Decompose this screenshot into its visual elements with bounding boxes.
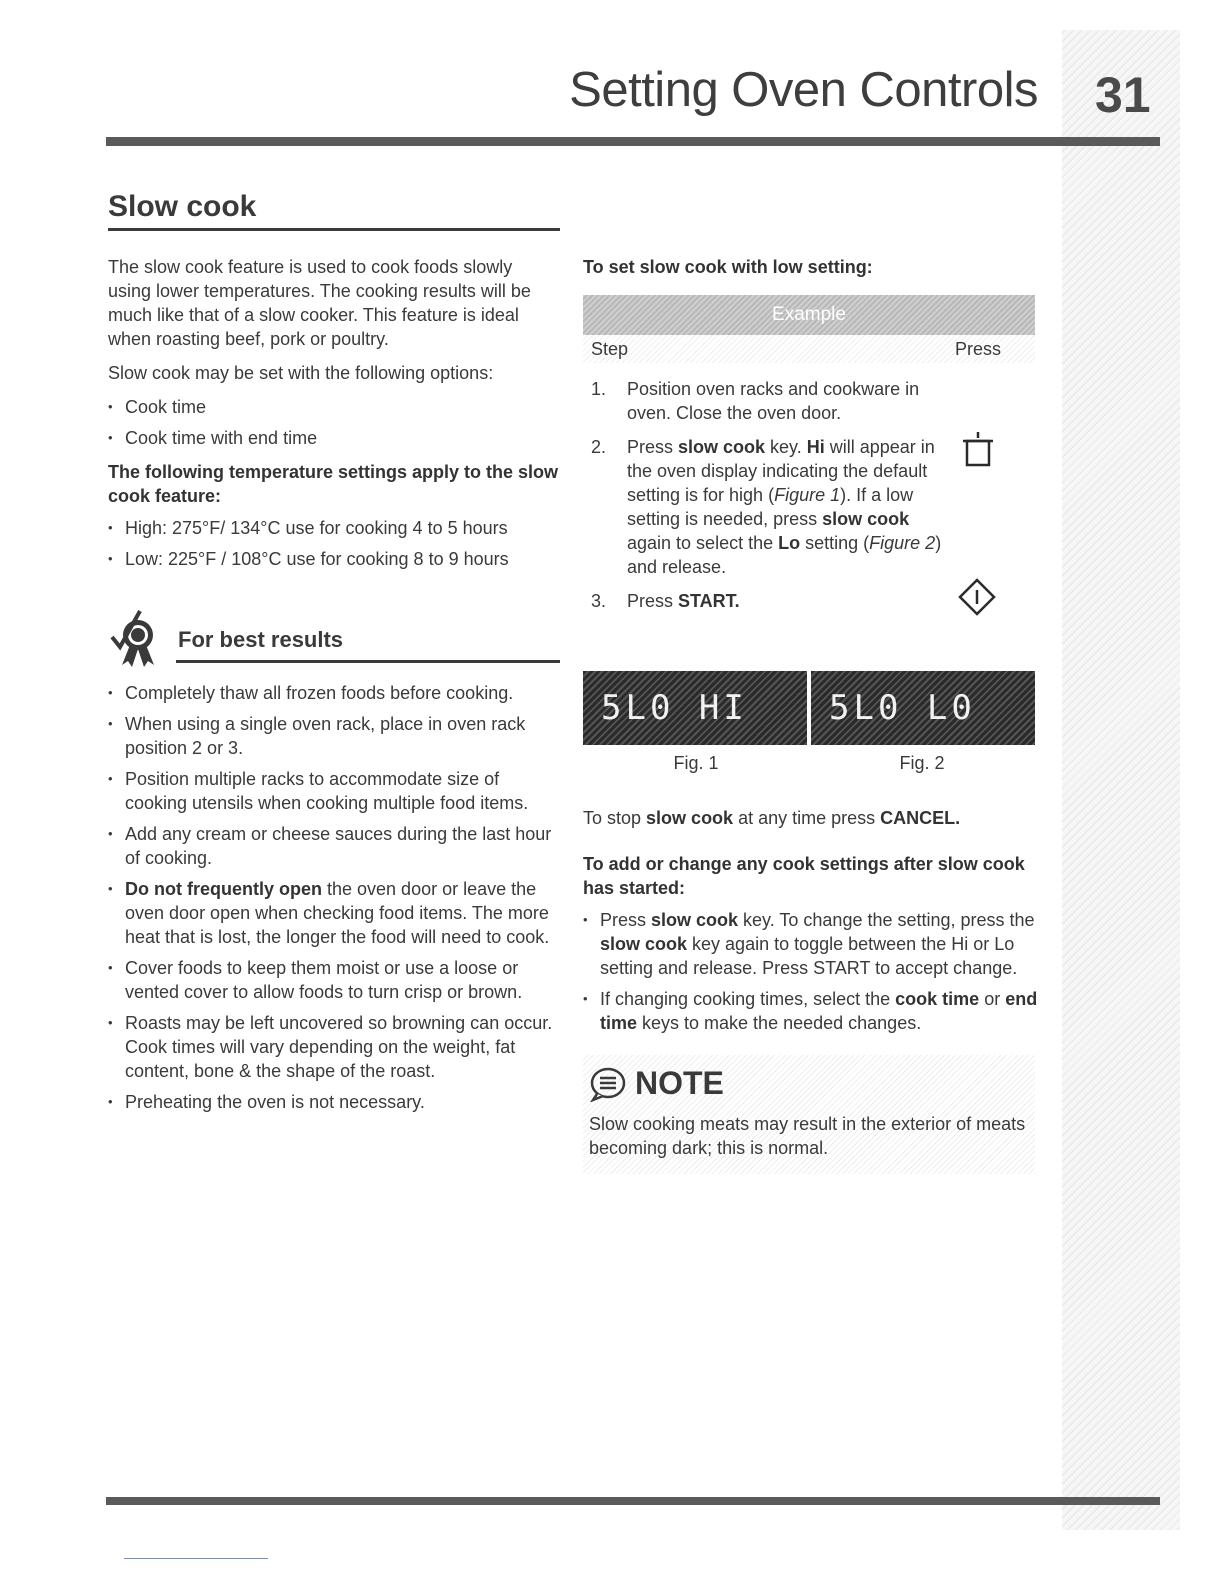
step-text: Press slow cook key. Hi will appear in the oven display indicating the default setting is for high (Figure 1). If a low setting is needed, press slow cook again to select the Lo setting (Figure 2) and release. [627, 437, 942, 577]
stop-instruction: To stop slow cook at any time press CANCEL. [583, 808, 961, 828]
options-list [108, 395, 560, 450]
temperature-heading: The following temperature settings apply to the slow cook feature: [108, 462, 559, 506]
temperature-list [108, 516, 560, 571]
fig-1-caption: Fig. 1 [673, 753, 719, 773]
step-number: 1. [591, 379, 607, 399]
figure-captions [583, 753, 1035, 774]
footer-rule [106, 1497, 1160, 1505]
step-1 [583, 377, 1038, 425]
list-item: • Cook time with end time [108, 426, 560, 450]
step-label: Step [591, 339, 629, 359]
award-ribbon-icon [110, 607, 166, 667]
note-box [583, 1055, 1035, 1174]
step-3 [583, 589, 1038, 613]
low-setting-heading: To set slow cook with low setting: [583, 257, 873, 277]
best-results-header [108, 605, 560, 667]
oven-display-hi: 5L0 HI [583, 671, 807, 745]
list-item: • Press slow cook key. To change the setting, press the slow cook key again to toggle between the Hi or Lo setting and release. Press START to accept change. [583, 908, 1038, 980]
change-settings-list [583, 908, 1038, 1035]
best-results-rule [176, 660, 560, 663]
step-text: Press START. [627, 591, 740, 611]
page-title: Setting Oven Controls [569, 63, 1038, 117]
section-title: Slow cook [108, 190, 560, 231]
list-item: • When using a single oven rack, place in oven rack position 2 or 3. [108, 712, 560, 760]
list-item: • High: 275°F/ 134°C use for cooking 4 to 5 hours [108, 516, 560, 540]
list-item: • If changing cooking times, select the cook time or end time keys to make the needed changes. [583, 987, 1038, 1035]
step-2 [583, 435, 1038, 579]
start-key-icon [957, 577, 997, 617]
step-press-header [583, 335, 1035, 363]
list-item [108, 877, 560, 949]
step-text: Position oven racks and cookware in oven. Close the oven door. [627, 379, 920, 423]
oven-display-lo: 5L0 L0 [811, 671, 1035, 745]
list-item: • Preheating the oven is not necessary. [108, 1090, 560, 1114]
list-item: • Roasts may be left uncovered so browning can occur. Cook times will vary depending on the weight, fat content, bone & the shape of the roast. [108, 1011, 560, 1083]
options-intro: Slow cook may be set with the following options: [108, 363, 494, 383]
fig-2-caption: Fig. 2 [899, 753, 945, 773]
note-icon [589, 1066, 627, 1102]
footer-link-line [124, 1558, 268, 1559]
example-bar: Example [583, 295, 1035, 335]
list-item: • Cover foods to keep them moist or use a loose or vented cover to allow foods to turn crisp or brown. [108, 956, 560, 1004]
best-results-title: For best results [178, 627, 344, 652]
right-column [583, 255, 1038, 1174]
oven-displays [583, 671, 1035, 745]
change-settings-heading: To add or change any cook settings after slow cook has started: [583, 854, 1025, 898]
intro-paragraph: The slow cook feature is used to cook foods slowly using lower temperatures. The cooking results will be much like that of a slow cooker. This feature is ideal when roasting beef, pork or poultry. [108, 257, 531, 349]
list-item: • Low: 225°F / 108°C use for cooking 8 to 9 hours [108, 547, 560, 571]
steps-list [583, 377, 1038, 613]
press-label: Press [954, 339, 1001, 359]
step-number: 3. [591, 591, 607, 611]
left-column [108, 190, 560, 1124]
list-item: • Cook time [108, 395, 560, 419]
best-results-list [108, 681, 560, 1114]
list-text: the oven door or leave the oven door open when checking food items. The more heat that is lost, the longer the food will need to cook. [125, 879, 550, 947]
list-item: • Position multiple racks to accommodate size of cooking utensils when cooking multiple food items. [108, 767, 560, 815]
list-item: • Add any cream or cheese sauces during the last hour of cooking. [108, 822, 560, 870]
note-text: Slow cooking meats may result in the exterior of meats becoming dark; this is normal. [589, 1114, 1026, 1158]
list-item: • Completely thaw all frozen foods before cooking. [108, 681, 560, 705]
slow-cook-key-icon [959, 429, 999, 469]
note-header [589, 1065, 1035, 1102]
header-rule [106, 137, 1160, 146]
step-number: 2. [591, 437, 607, 457]
side-texture-strip [1062, 30, 1180, 1530]
note-title: NOTE [635, 1065, 724, 1101]
bold-text: Do not frequently open [125, 879, 322, 899]
page-number: 31 [1095, 67, 1151, 123]
